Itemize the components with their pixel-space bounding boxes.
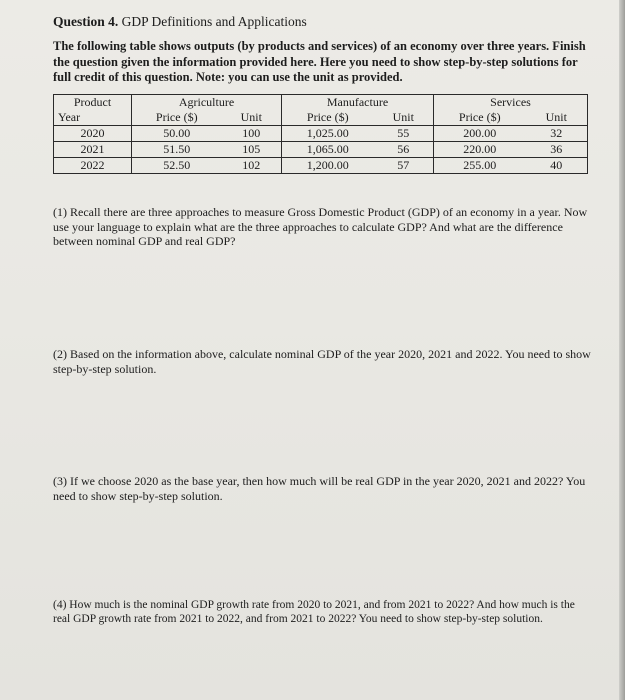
header-ag-price: Price ($) xyxy=(132,110,222,126)
header-services: Services xyxy=(434,94,588,110)
cell-mf-unit: 55 xyxy=(374,125,434,141)
cell-sv-price: 200.00 xyxy=(434,125,526,141)
cell-sv-price: 255.00 xyxy=(434,157,526,173)
header-ag-unit: Unit xyxy=(222,110,282,126)
header-sv-price: Price ($) xyxy=(434,110,526,126)
cell-mf-unit: 57 xyxy=(374,157,434,173)
cell-ag-unit: 100 xyxy=(222,125,282,141)
table-row xyxy=(54,141,588,157)
cell-year: 2021 xyxy=(54,141,132,157)
question-block xyxy=(53,14,593,174)
cell-sv-unit: 40 xyxy=(526,157,588,173)
header-agriculture: Agriculture xyxy=(132,94,282,110)
paper-edge xyxy=(619,0,625,700)
cell-ag-price: 50.00 xyxy=(132,125,222,141)
cell-ag-price: 51.50 xyxy=(132,141,222,157)
cell-mf-price: 1,065.00 xyxy=(282,141,374,157)
table-row xyxy=(54,157,588,173)
cell-mf-price: 1,025.00 xyxy=(282,125,374,141)
cell-mf-unit: 56 xyxy=(374,141,434,157)
cell-ag-unit: 105 xyxy=(222,141,282,157)
part-1-text: (1) Recall there are three approaches to measure Gross Domestic Product (GDP) of an economy in a year. Now use your language to explain what are the three approaches to calculate GDP? And what are the difference between nominal GDP and real GDP? xyxy=(53,205,588,248)
part-4-text: (4) How much is the nominal GDP growth rate from 2020 to 2021, and from 2021 to 2022? And how much is the real GDP growth rate from 2021 to 2022, and from 2021 to 2022? You need to show step-by-step solution. xyxy=(53,599,575,625)
table-header-row xyxy=(54,94,588,110)
header-manufacture: Manufacture xyxy=(282,94,434,110)
header-mf-price: Price ($) xyxy=(282,110,374,126)
gdp-table xyxy=(53,94,588,174)
cell-ag-unit: 102 xyxy=(222,157,282,173)
header-year: Year xyxy=(54,110,132,126)
cell-sv-unit: 36 xyxy=(526,141,588,157)
part-2-text: (2) Based on the information above, calculate nominal GDP of the year 2020, 2021 and 2022. You need to show step-by-step solution. xyxy=(53,347,591,376)
question-intro: The following table shows outputs (by products and services) of an economy over three years. Finish the question given the information provided here. Here you need to show step-by-step solutions for full credit of this question. Note: you can use the unit as provided. xyxy=(53,39,586,84)
table-subheader-row xyxy=(54,110,588,126)
question-topic: GDP Definitions and Applications xyxy=(121,14,307,29)
cell-mf-price: 1,200.00 xyxy=(282,157,374,173)
part-3-text: (3) If we choose 2020 as the base year, then how much will be real GDP in the year 2020, 2021 and 2022? You need to show step-by-step solution. xyxy=(53,474,586,503)
header-product: Product xyxy=(54,94,132,110)
table-row xyxy=(54,125,588,141)
cell-year: 2020 xyxy=(54,125,132,141)
cell-sv-price: 220.00 xyxy=(434,141,526,157)
header-sv-unit: Unit xyxy=(526,110,588,126)
question-number: Question 4. xyxy=(53,14,119,29)
cell-sv-unit: 32 xyxy=(526,125,588,141)
header-mf-unit: Unit xyxy=(374,110,434,126)
cell-ag-price: 52.50 xyxy=(132,157,222,173)
question-title xyxy=(53,14,593,30)
cell-year: 2022 xyxy=(54,157,132,173)
